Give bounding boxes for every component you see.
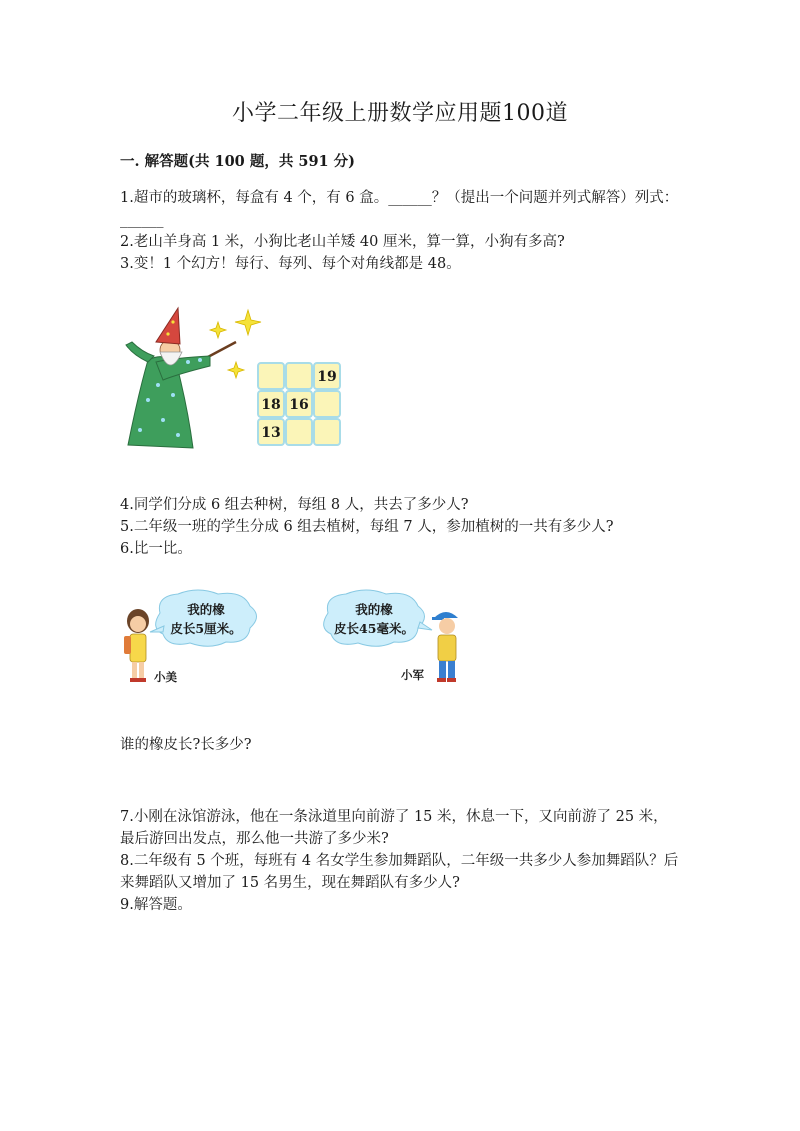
question-2: 2.老山羊身高 1 米，小狗比老山羊矮 40 厘米，算一算，小狗有多高? [120, 234, 565, 250]
document-title: 小学二年级上册数学应用题100道 [232, 101, 568, 126]
question-7: 7.小刚在泳馆游泳，他在一条泳道里向前游了 15 米，休息一下，又向前游了 25 米，最后游回出发点，那么他一共游了多少米? [120, 809, 668, 847]
magic-square-value: 16 [289, 397, 309, 413]
question-group-1 [120, 187, 680, 275]
girl-bubble-line-2: 皮长5厘米。 [170, 621, 242, 636]
question-4: 4.同学们分成 6 组去种树，每组 8 人，共去了多少人? [120, 497, 469, 513]
wizard-illustration [126, 308, 261, 448]
girl-illustration [124, 609, 149, 682]
boy-speech-bubble [324, 590, 432, 646]
girl-name-label: 小美 [154, 670, 177, 684]
girl-bubble-line-1: 我的橡 [187, 602, 225, 617]
eraser-compare-figure [118, 588, 468, 693]
magic-square-value: 18 [261, 397, 281, 413]
magic-square-value: 13 [261, 425, 281, 441]
boy-illustration [432, 612, 458, 682]
section-heading: 一. 解答题(共 100 题，共 591 分) [120, 153, 356, 170]
boy-bubble-line-1: 我的橡 [355, 602, 393, 617]
magic-square-figure [118, 300, 358, 455]
question-8: 8.二年级有 5 个班，每班有 4 名女学生参加舞蹈队，二年级一共多少人参加舞蹈队？后来舞蹈队又增加了 15 名男生，现在舞蹈队有多少人? [120, 853, 679, 891]
magic-square-cell [286, 419, 312, 445]
question-1: 1.超市的玻璃杯，每盒有 4 个，有 6 盒。______？（提出一个问题并列式解答）列式：______ [120, 190, 679, 228]
question-6: 6.比一比。 [120, 541, 192, 557]
compare-question: 谁的橡皮长?长多少? [120, 737, 252, 753]
magic-square-cell [314, 391, 340, 417]
magic-square-cell [286, 363, 312, 389]
boy-bubble-line-2: 皮长45毫米。 [334, 621, 414, 636]
question-5: 5.二年级一班的学生分成 6 组去植树，每组 7 人，参加植树的一共有多少人? [120, 519, 614, 535]
question-3: 3.变！1 个幻方！每行、每列、每个对角线都是 48。 [120, 256, 461, 272]
question-9: 9.解答题。 [120, 897, 192, 913]
girl-speech-bubble [150, 590, 257, 646]
boy-name-label: 小军 [401, 668, 424, 682]
magic-square-cell [314, 419, 340, 445]
magic-square-cell [258, 363, 284, 389]
question-group-3 [120, 806, 680, 916]
magic-square-value: 19 [317, 369, 337, 385]
question-group-2 [120, 494, 680, 560]
magic-square-grid [258, 363, 340, 445]
